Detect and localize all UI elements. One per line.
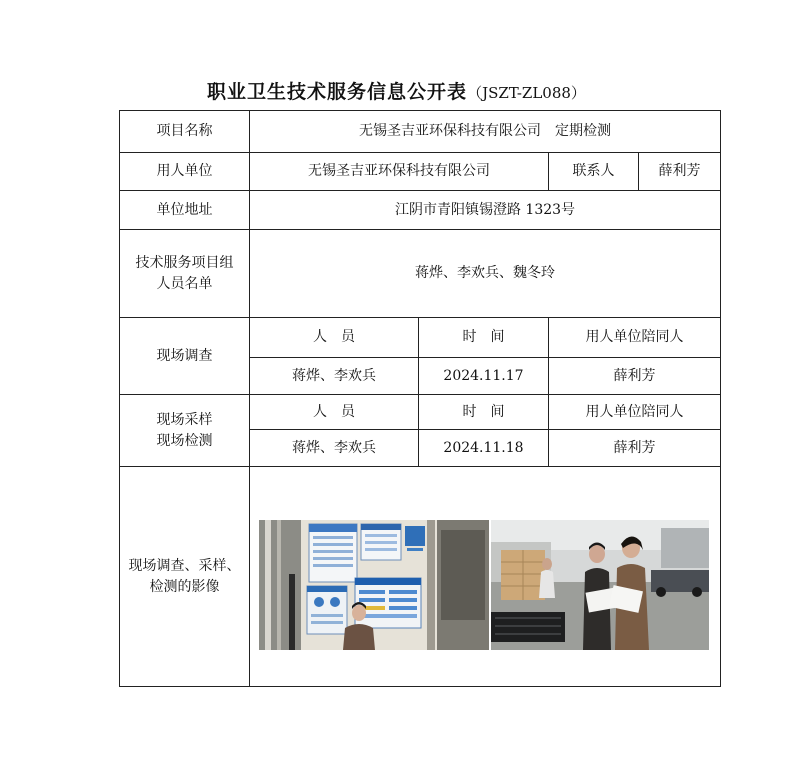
sampling-header-person: 人 员 xyxy=(250,395,419,430)
site-photo-survey xyxy=(259,520,489,650)
row-project xyxy=(120,111,721,153)
project-value: 无锡圣吉亚环保科技有限公司 定期检测 xyxy=(250,111,721,153)
team-label-line1: 技术服务项目组 xyxy=(135,254,234,271)
employer-label: 用人单位 xyxy=(120,153,250,191)
survey-header-person: 人 员 xyxy=(250,318,419,358)
survey-person: 蒋烨、李欢兵 xyxy=(250,358,419,395)
address-value xyxy=(250,191,721,230)
survey-header-time: 时 间 xyxy=(419,318,549,358)
survey-time: 2024.11.17 xyxy=(419,358,549,395)
row-address xyxy=(120,191,721,230)
images-cell xyxy=(250,467,721,687)
photos-container xyxy=(250,467,720,686)
team-label-line2: 人员名单 xyxy=(156,275,213,292)
title-code: （JSZT-ZL088） xyxy=(467,84,586,102)
title-main: 职业卫生技术服务信息公开表 xyxy=(207,81,468,103)
address-prefix: 江阴市青阳镇锡澄路 xyxy=(394,201,521,218)
row-images xyxy=(120,467,721,687)
images-label xyxy=(120,467,250,687)
site-photo-sampling-image xyxy=(491,520,709,650)
employer-value: 无锡圣吉亚环保科技有限公司 xyxy=(250,153,549,191)
address-number: 1323 xyxy=(525,201,562,218)
survey-header-companion: 用人单位陪同人 xyxy=(549,318,721,358)
address-suffix: 号 xyxy=(561,201,576,218)
team-value: 蒋烨、李欢兵、魏冬玲 xyxy=(250,230,721,318)
row-team xyxy=(120,230,721,318)
info-table xyxy=(119,110,721,687)
document-title xyxy=(0,77,793,104)
site-photo-sampling xyxy=(491,520,709,650)
team-label xyxy=(120,230,250,318)
row-employer xyxy=(120,153,721,191)
contact-label: 联系人 xyxy=(549,153,639,191)
sampling-label xyxy=(120,395,250,467)
address-label: 单位地址 xyxy=(120,191,250,230)
sampling-label-line2: 现场检测 xyxy=(156,432,213,449)
row-sampling-header xyxy=(120,395,721,430)
images-label-line1: 现场调查、采样、 xyxy=(128,557,241,574)
survey-label: 现场调查 xyxy=(120,318,250,395)
row-survey-header xyxy=(120,318,721,358)
sampling-label-line1: 现场采样 xyxy=(156,411,213,428)
sampling-person: 蒋烨、李欢兵 xyxy=(250,430,419,467)
contact-value: 薛利芳 xyxy=(639,153,721,191)
sampling-header-time: 时 间 xyxy=(419,395,549,430)
site-photo-survey-image xyxy=(259,520,489,650)
images-label-line2: 检测的影像 xyxy=(149,578,220,595)
survey-companion: 薛利芳 xyxy=(549,358,721,395)
project-label: 项目名称 xyxy=(120,111,250,153)
sampling-companion: 薛利芳 xyxy=(549,430,721,467)
sampling-header-companion: 用人单位陪同人 xyxy=(549,395,721,430)
sampling-time: 2024.11.18 xyxy=(419,430,549,467)
